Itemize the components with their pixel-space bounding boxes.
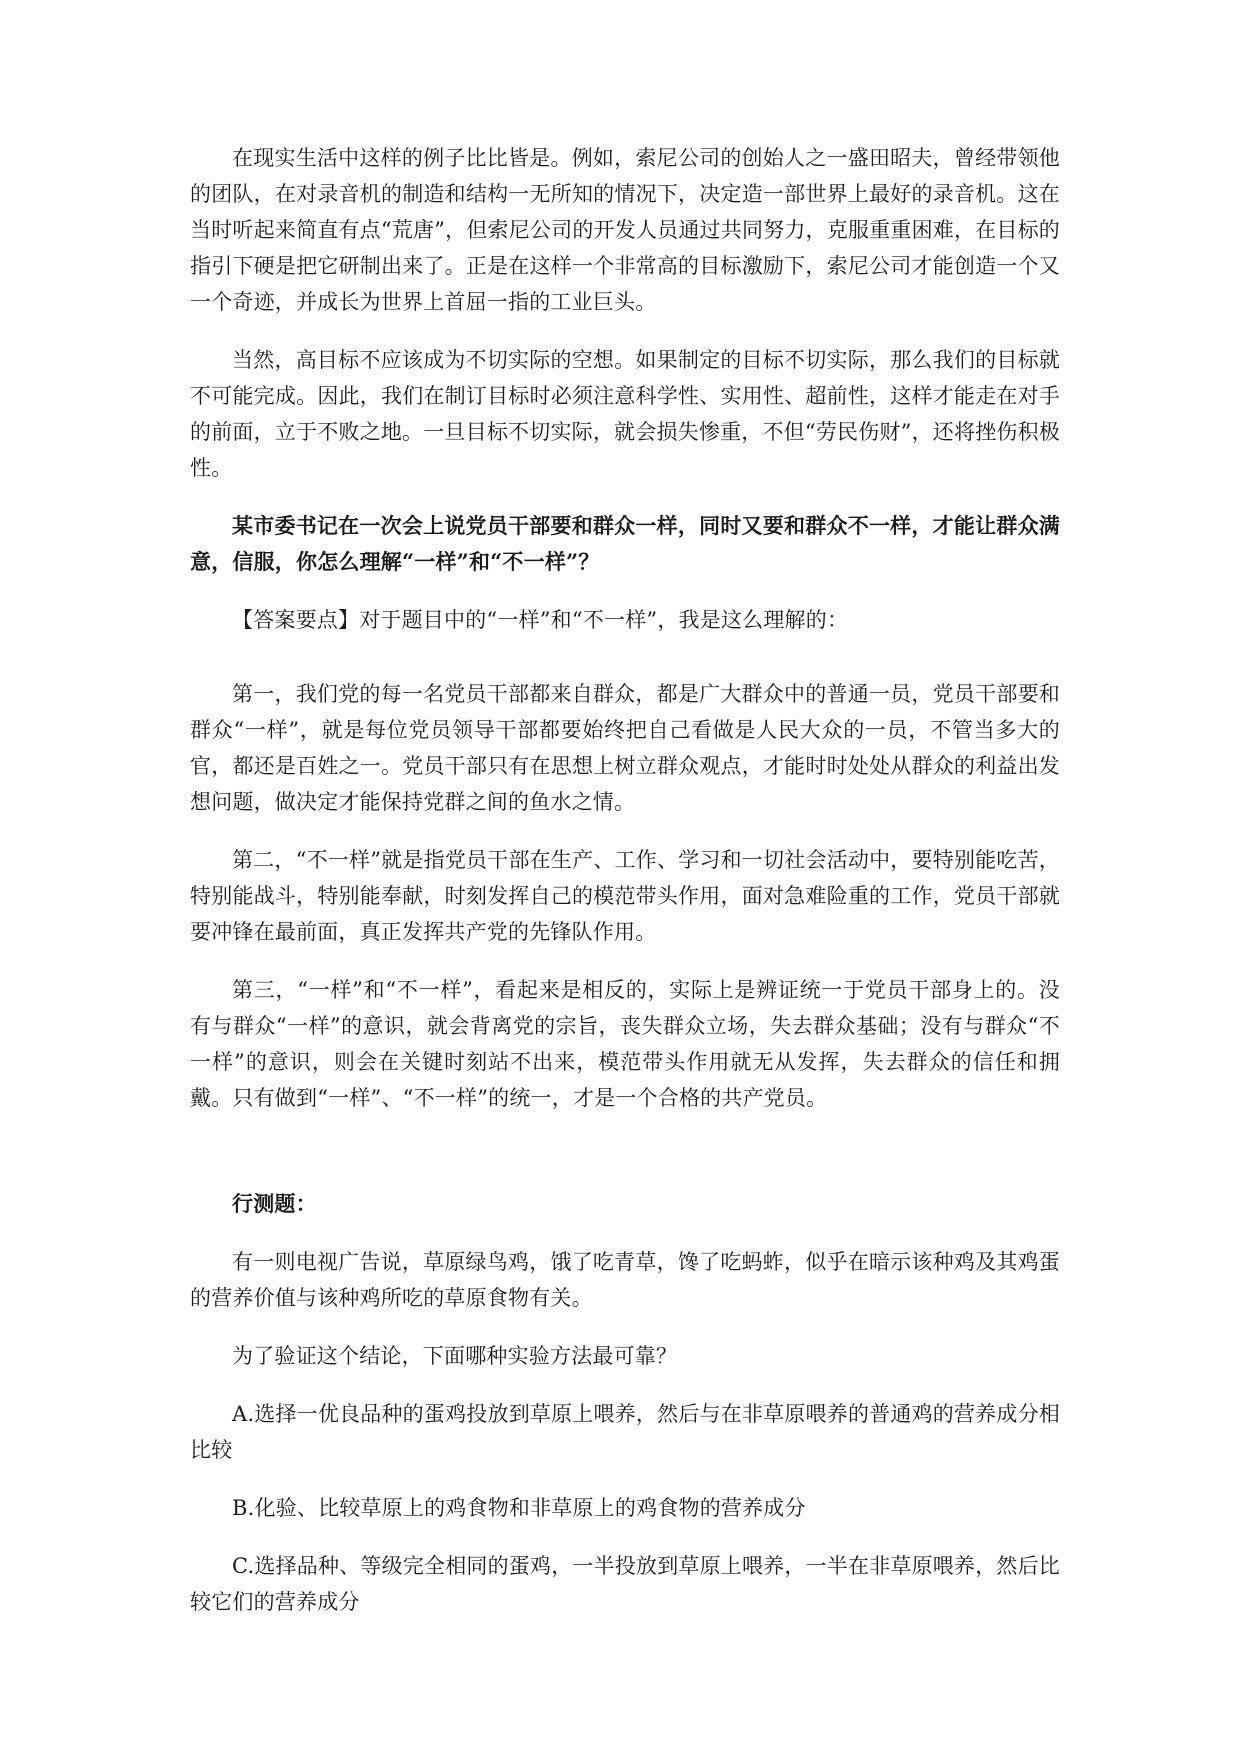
paragraph-sony-example: 在现实生活中这样的例子比比皆是。例如，索尼公司的创始人之一盛田昭夫，曾经带领他的团队，在对录音机的制造和结构一无所知的情况下，决定造一部世界上最好的录音机。这在当时听起来简直有点“荒唐”，但索尼公司的开发人员通过共同努力，克服重重困难，在目标的指引下硬是把它研制出来了。正是在这样一个非常高的目标激励下，索尼公司才能创造一个又一个奇迹，并成长为世界上首屈一指的工业巨头。 [190,146,1060,314]
option-c: C.选择品种、等级完全相同的蛋鸡，一半投放到草原上喂养，一半在非草原喂养，然后比较它们的营养成分 [190,1554,1060,1614]
paragraph-realistic-goals: 当然，高目标不应该成为不切实际的空想。如果制定的目标不切实际，那么我们的目标就不可能完成。因此，我们在制订目标时必须注意科学性、实用性、超前性，这样才能走在对手的前面，立于不败之地。一旦目标不切实际，就会损失惨重，不但“劳民伤财”，还将挫伤积极性。 [190,348,1060,480]
answer-point-3: 第三，“一样”和“不一样”，看起来是相反的，实际上是辨证统一于党员干部身上的。没有与群众“一样”的意识，就会背离党的宗旨，丧失群众立场，失去群众基础；没有与群众“不一样”的意识，则会在关键时刻站不出来，模范带头作用就无从发挥，失去群众的信任和拥戴。只有做到“一样”、“不一样”的统一，才是一个合格的共产党员。 [190,978,1060,1110]
answer-point-2: 第二，“不一样”就是指党员干部在生产、工作、学习和一切社会活动中，要特别能吃苦，特别能战斗，特别能奉献，时刻发挥自己的模范带头作用，面对急难险重的工作，党员干部就要冲锋在最前面，真正发挥共产党的先锋队作用。 [190,848,1060,944]
answer-point-1: 第一，我们党的每一名党员干部都来自群众，都是广大群众中的普通一员，党员干部要和群众“一样”，就是每位党员领导干部都要始终把自己看做是人民大众的一员，不管当多大的官，都还是百姓之一。党员干部只有在思想上树立群众观点，才能时时处处从群众的利益出发想问题，做决定才能保持党群之间的鱼水之情。 [190,682,1060,814]
spacer [190,660,1060,676]
section-heading: 行测题： [232,1191,317,1216]
answer-intro: 【答案要点】对于题目中的“一样”和“不一样”，我是这么理解的： [232,608,849,632]
interview-question: 某市委书记在一次会上说党员干部要和群众一样，同时又要和群众不一样，才能让群众满意，信服，你怎么理解“一样”和“不一样”？ [190,513,1060,574]
option-a: A.选择一优良品种的蛋鸡投放到草原上喂养，然后与在非草原喂养的普通鸡的营养成分相比较 [190,1402,1060,1462]
spacer [190,1138,1060,1186]
option-b: B.化验、比较草原上的鸡食物和非草原上的鸡食物的营养成分 [232,1496,806,1520]
document-page [190,140,1060,1642]
question-stem: 有一则电视广告说，草原绿鸟鸡，饿了吃青草，馋了吃蚂蚱，似乎在暗示该种鸡及其鸡蛋的营养价值与该种鸡所吃的草原食物有关。 [190,1250,1060,1310]
question-prompt: 为了验证这个结论，下面哪种实验方法最可靠？ [232,1344,678,1368]
